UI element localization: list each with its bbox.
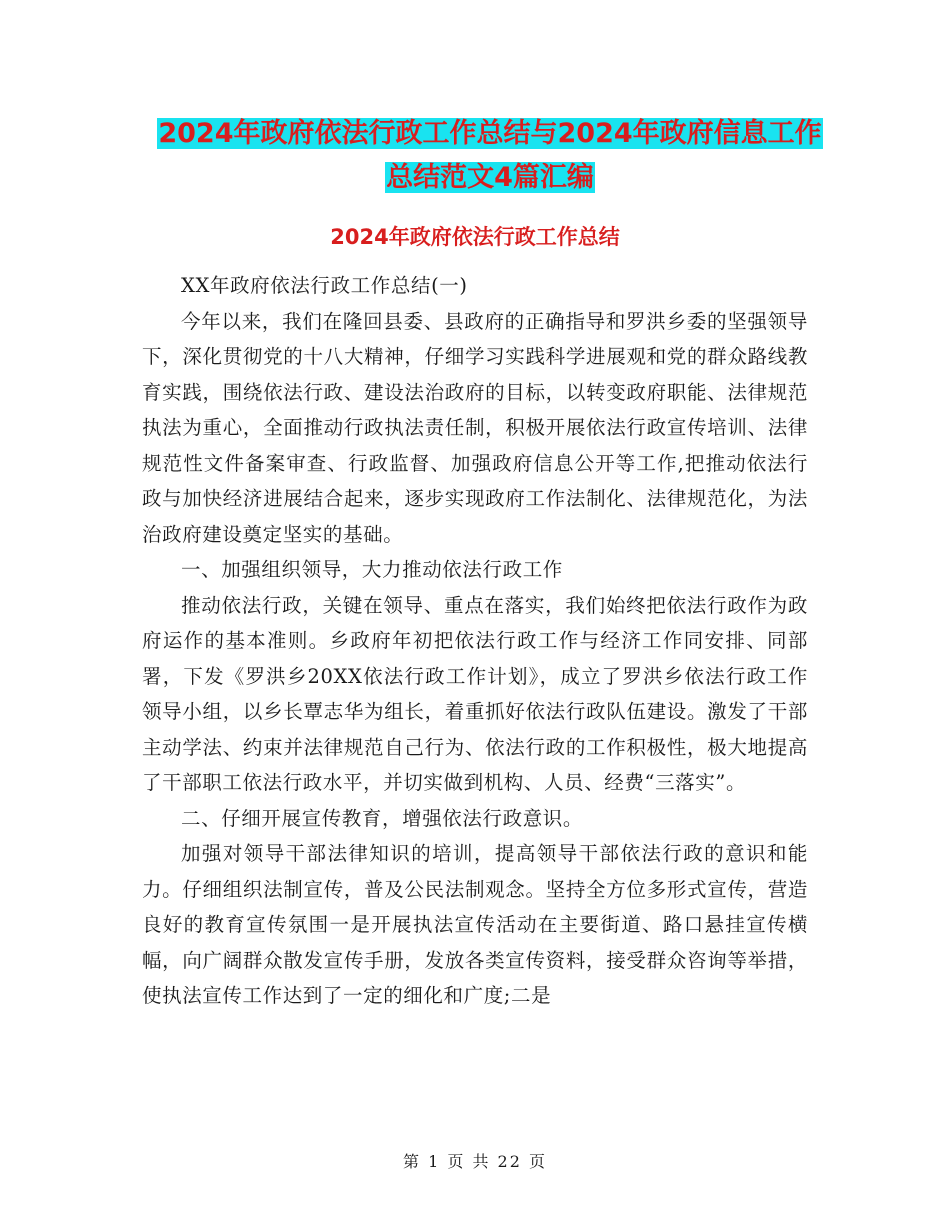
paragraph-heading-2: 二、仔细开展宣传教育，增强依法行政意识。: [181, 806, 584, 830]
document-title: [140, 112, 840, 200]
document-body: [142, 268, 808, 1014]
document-title-line-1: 2024年政府依法行政工作总结与2024年政府信息工作: [158, 118, 822, 149]
paragraph-subtitle: XX年政府依法行政工作总结(一): [181, 274, 468, 297]
paragraph-body-2: 加强对领导干部法律知识的培训，提高领导干部依法行政的意识和能力。仔细组织法制宣传，普及公民法制观念。坚持全方位多形式宣传，营造良好的教育宣传氛围一是开展执法宣传活动在主要街道、路口悬挂宣传横幅，向广阔群众散发宣传手册，发放各类宣传资料，接受群众咨询等举措，使执法宣传工作达到了一定的细化和广度;二是: [142, 842, 808, 1007]
section-title: 2024年政府依法行政工作总结: [330, 225, 620, 249]
paragraph-heading-1: 一、加强组织领导，大力推动依法行政工作: [181, 558, 563, 581]
paragraph-body-1: 推动依法行政，关键在领导、重点在落实，我们始终把依法行政作为政府运作的基本准则。乡政府年初把依法行政工作与经济工作同安排、同部署，下发《罗洪乡20XX依法行政工作计划》，成立了罗洪乡依法行政工作领导小组，以乡长覃志华为组长，着重抓好依法行政队伍建设。激发了干部主动学法、约束并法律规范自己行为、依法行政的工作积极性，极大地提高了干部职工依法行政水平，并切实做到机构、人员、经费“三落实”。: [142, 593, 808, 794]
document-title-line-2: 总结范文4篇汇编: [386, 162, 594, 193]
paragraph-intro: 今年以来，我们在隆回县委、县政府的正确指导和罗洪乡委的坚强领导下，深化贯彻党的十八大精神，仔细学习实践科学进展观和党的群众路线教育实践，围绕依法行政、建设法治政府的目标，以转变政府职能、法律规范执法为重心，全面推动行政执法责任制，积极开展依法行政宣传培训、法律规范性文件备案审查、行政监督、加强政府信息公开等工作,把推动依法行政与加快经济进展结合起来，逐步实现政府工作法制化、法律规范化，为法治政府建设奠定坚实的基础。: [142, 309, 808, 546]
page-footer: 第 1 页 共 22 页: [403, 1152, 547, 1171]
